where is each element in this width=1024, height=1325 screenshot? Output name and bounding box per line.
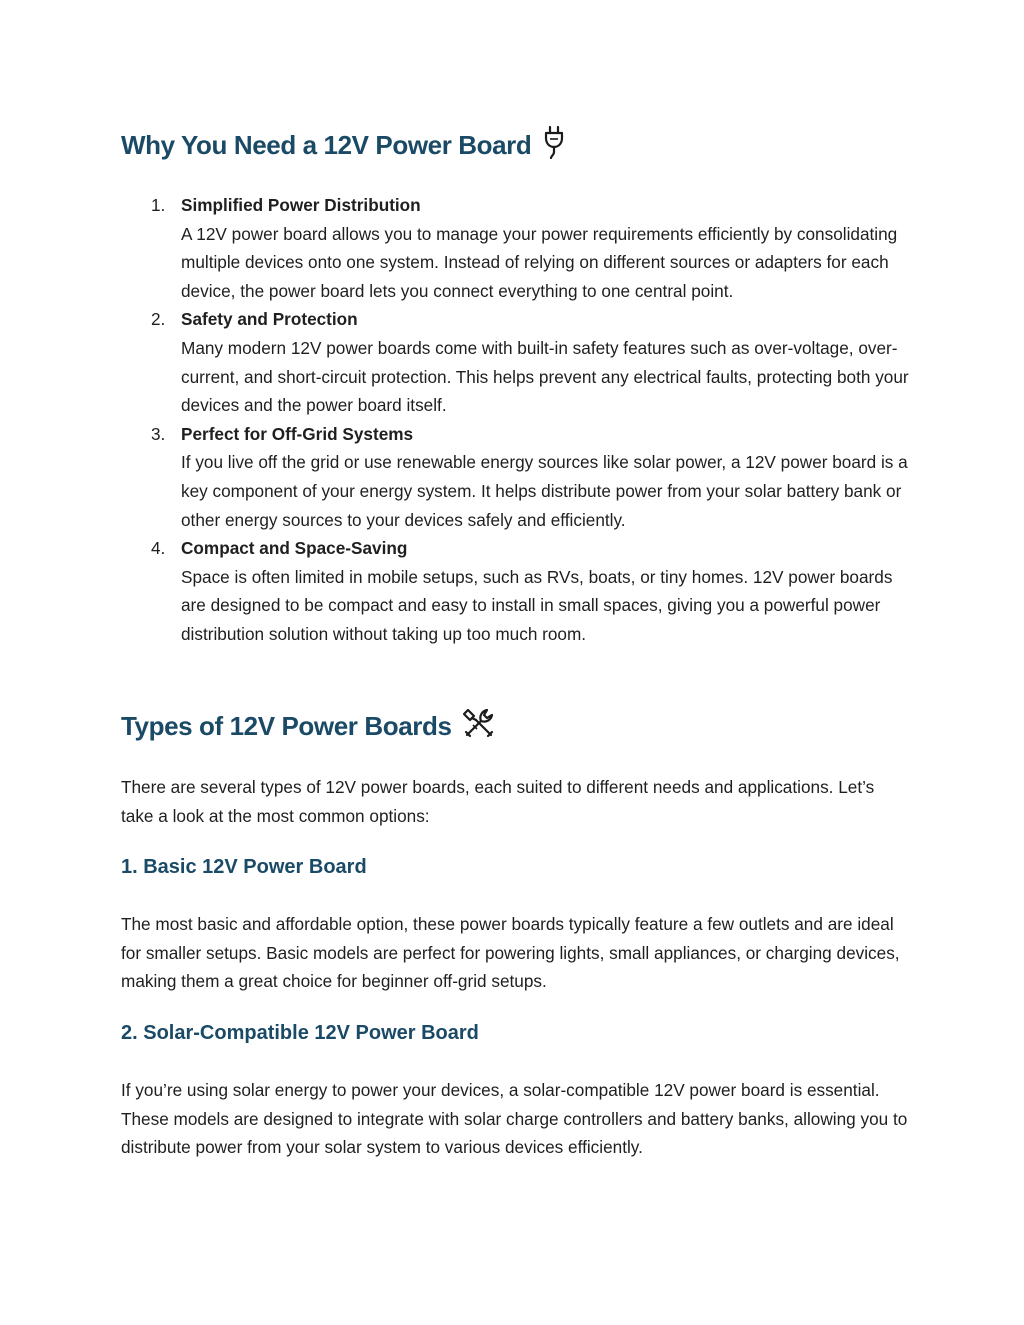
subheading-basic: 1. Basic 12V Power Board [121,856,367,878]
subheading-solar: 2. Solar-Compatible 12V Power Board [121,1022,479,1044]
reasons-list [121,191,911,649]
list-number: 2. [151,309,166,330]
solar-paragraph: If you’re using solar energy to power your devices, a solar-compatible 12V power board is essential. These models are designed to integrate with solar charge controllers and battery banks, allowing you to distribute power from your solar system to various devices efficiently. [121,1080,908,1158]
list-item-body: Space is often limited in mobile setups, such as RVs, boats, or tiny homes. 12V power boards are designed to be compact and easy to install in small spaces, giving you a powerful power distribution solution without taking up too much room. [181,566,893,644]
list-item-body: A 12V power board allows you to manage your power requirements efficiently by consolidating multiple devices onto one system. Instead of relying on different sources or adapters for each device, the power board lets you connect everything to one central point. [181,223,898,301]
section-heading-why [121,125,565,166]
list-item [121,305,911,419]
list-item [121,420,911,534]
list-number: 3. [151,423,166,444]
hammer-and-wrench-icon [462,706,496,747]
heading-why-text: Why You Need a 12V Power Board [121,130,532,160]
electric-plug-icon [543,125,565,166]
list-item-title: Perfect for Off-Grid Systems [181,423,414,444]
list-item-title: Compact and Space-Saving [181,538,408,559]
list-item-title: Safety and Protection [181,309,358,330]
types-intro-paragraph: There are several types of 12V power boards, each suited to different needs and applications. Let’s take a look at the most common options: [121,777,875,826]
list-item-body: Many modern 12V power boards come with built-in safety features such as over-voltage, over-current, and short-circuit protection. This helps prevent any electrical faults, protecting both your devices and the power board itself. [181,337,909,416]
list-number: 4. [151,538,166,559]
list-item-title: Simplified Power Distribution [181,195,421,215]
section-heading-types [121,706,496,747]
list-item [121,191,911,305]
list-item-body: If you live off the grid or use renewable energy sources like solar power, a 12V power board is a key component of your energy system. It helps distribute power from your solar battery bank or other energy sources to your devices safely and efficiently. [181,452,908,530]
list-item [121,534,911,648]
heading-types-text: Types of 12V Power Boards [121,711,452,741]
basic-paragraph: The most basic and affordable option, these power boards typically feature a few outlets and are ideal for smaller setups. Basic models are perfect for powering lights, small appliances, or charging devices, making them a great choice for beginner off-grid setups. [121,914,900,992]
list-number: 1. [151,195,166,215]
